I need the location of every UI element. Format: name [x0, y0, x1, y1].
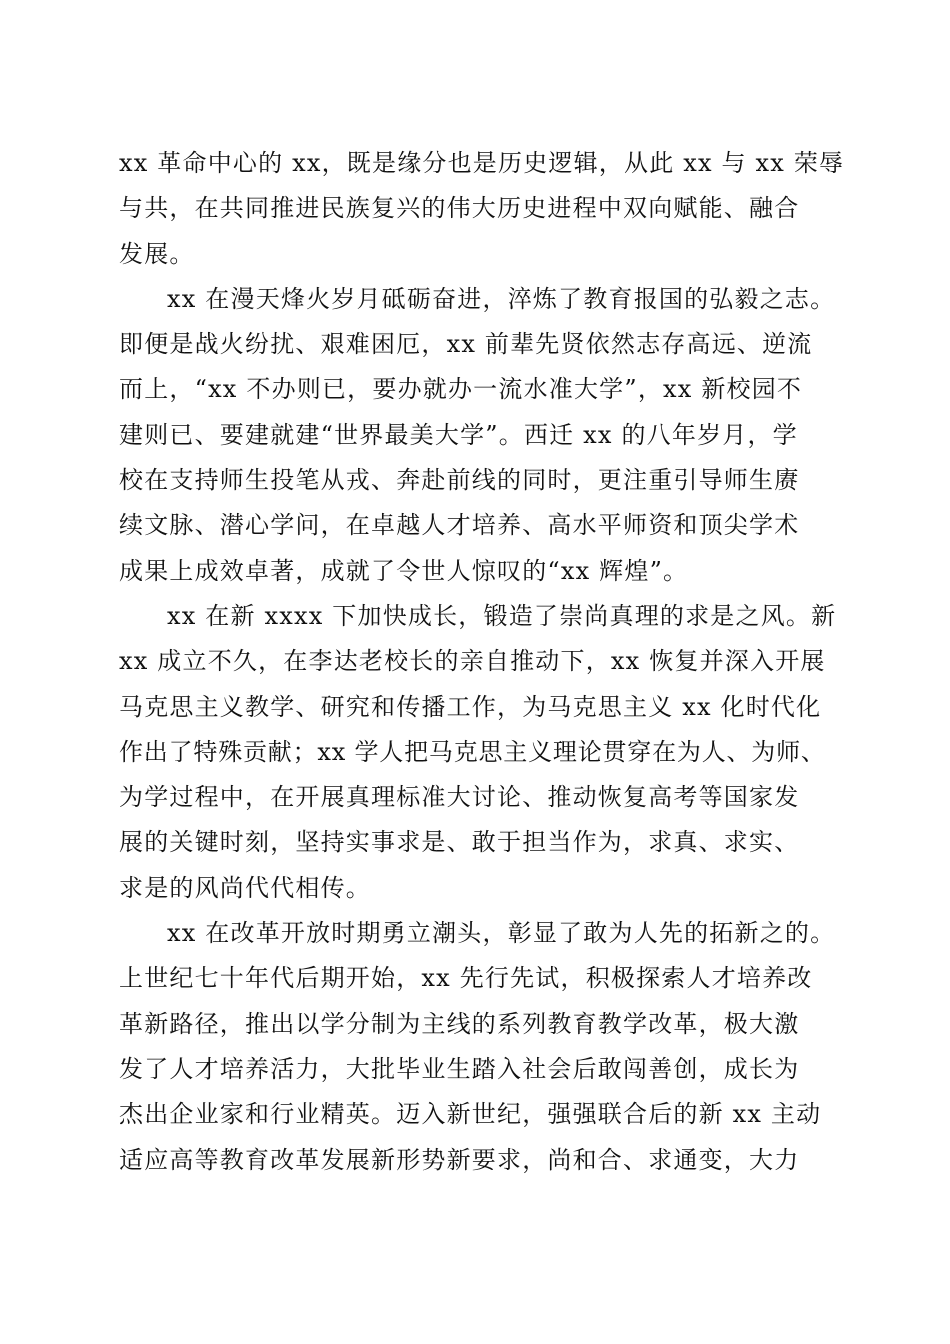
- text-line: 作出了特殊贡献；xx 学人把马克思主义理论贯穿在为人、为师、: [119, 737, 826, 766]
- text-line: 即便是战火纷扰、艰难困厄，xx 前辈先贤依然志存高远、逆流: [119, 330, 813, 359]
- text-line: 发展。: [119, 239, 195, 268]
- paragraph-1: [119, 141, 845, 277]
- paragraph-2: [119, 277, 839, 594]
- text-line: 续文脉、潜心学问，在卓越人才培养、高水平师资和顶尖学术: [119, 511, 800, 540]
- text-line: 成果上成效卓著，成就了令世人惊叹的“xx 辉煌”。: [119, 556, 689, 585]
- paragraph-3: [119, 594, 839, 911]
- text-line: xx 成立不久，在李达老校长的亲自推动下，xx 恢复并深入开展: [119, 647, 826, 676]
- text-line: 建则已、要建就建“世界最美大学”。西迁 xx 的八年岁月，学: [119, 420, 798, 449]
- text-line: xx 在新 xxxx 下加快成长，锻造了崇尚真理的求是之风。新: [167, 601, 837, 630]
- text-line: xx 革命中心的 xx，既是缘分也是历史逻辑，从此 xx 与 xx 荣辱: [119, 149, 845, 177]
- text-line: 展的关键时刻，坚持实事求是、敢于担当作为，求真、求实、: [119, 828, 800, 857]
- text-line: 发了人才培养活力，大批毕业生踏入社会后敢闯善创，成长为: [119, 1054, 800, 1083]
- paragraph-4: [119, 911, 839, 1183]
- text-line: 上世纪七十年代后期开始，xx 先行先试，积极探索人才培养改: [119, 964, 813, 993]
- body-text: [119, 141, 845, 1183]
- text-line: 求是的风尚代代相传。: [119, 873, 371, 902]
- text-line: xx 在改革开放时期勇立潮头，彰显了敢为人先的拓新之的。: [167, 919, 836, 948]
- text-line: 适应高等教育改革发展新形势新要求，尚和合、求通变，大力: [119, 1145, 800, 1174]
- text-line: 校在支持师生投笔从戎、奔赴前线的同时，更注重引导师生赓: [119, 466, 800, 495]
- text-line: 杰出企业家和行业精英。迈入新世纪，强强联合后的新 xx 主动: [119, 1100, 822, 1129]
- text-line: 与共，在共同推进民族复兴的伟大历史进程中双向赋能、融合: [119, 194, 800, 223]
- text-line: 而上，“xx 不办则已，要办就办一流水准大学”，xx 新校园不: [119, 375, 803, 404]
- text-line: 革新路径，推出以学分制为主线的系列教育教学改革，极大激: [119, 1009, 800, 1038]
- text-line: 马克思主义教学、研究和传播工作，为马克思主义 xx 化时代化: [119, 692, 822, 721]
- text-line: 为学过程中，在开展真理标准大讨论、推动恢复高考等国家发: [119, 783, 800, 812]
- text-line: xx 在漫天烽火岁月砥砺奋进，淬炼了教育报国的弘毅之志。: [167, 284, 836, 313]
